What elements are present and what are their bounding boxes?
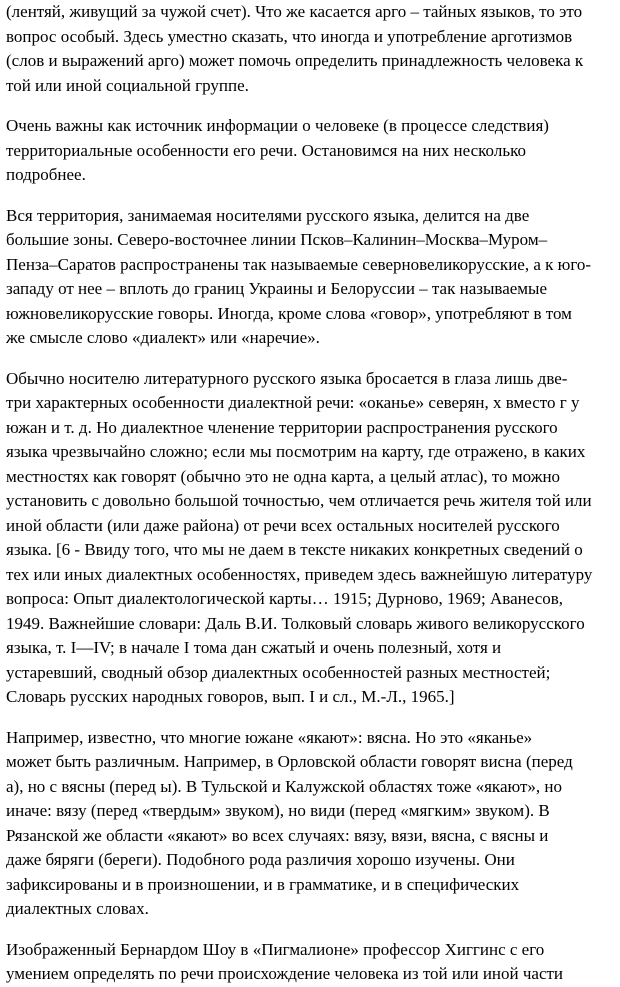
paragraph-territorial-speech: Очень важны как источник информации о человеке (в процессе следствия) территориальные особенности его речи. Остановимся на них несколько подробнее. [6,116,549,184]
paragraph-yakanye: Например, известно, что многие южане «якают»: вясна. Но это «яканье» может быть различным. Например, в Орловской области говорят висна (перед а), но с вясны (перед ы). В Тульской и Калужской областях тоже «якают», но иначе: вязу (перед «твердым» звуком), но види (перед «мягким» звуком). В Рязанской же области «якают» во всех случаях: вязу, вязи, вясна, с вясны и даже бяряги (береги). Подобного рода различия хорошо изучены. Они зафиксированы и в произношении, и в грамматике, и в специфических диалектных словах. [6,727,573,918]
paragraph-argo: (лентяй, живущий за чужой счет). Что же касается арго – тайных языков, то это вопрос особый. Здесь уместно сказать, что иногда и употребление арготизмов (слов и выражений арго) может помочь определить принадлежность человека к той или иной социальной группе. [6,2,584,95]
paragraph-dialect-features: Обычно носителю литературного русского языка бросается в глаза лишь две- три характерных особенности диалектной речи: «оканье» северян, х вместо г у южан и т. д. Но диалектное членение территории распространения русского языка чрезвычайно сложно; если мы посмотрим на карту, где отражено, в каких местностях как говорят (обычно это не одна карта, а целый атлас), то можно установить с довольно большой точностью, чем отличается речь жителя той или иной области (или даже района) от речи всех остальных носителей русского языка. [6 - Ввиду того, что мы не даем в тексте никаких конкретных сведений о тех или иных диалектных особенностях, приведем здесь важнейшую литературу вопроса: Опыт диалектологической карты… 1915; Дурново, 1969; Аванесов, 1949. Важнейшие словари: Даль В.И. Толковый словарь живого великорусского языка, т. I—IV; в начале I тома дан сжатый и очень полезный, хотя и устаревший, сводный обзор диалектных особенностей разных местностей; Словарь русских народных говоров, вып. I и сл., М.-Л., 1965.] [6,368,593,706]
paragraph-pygmalion: Изображенный Бернардом Шоу в «Пигмалионе» профессор Хиггинс с его умением определять по речи происхождение человека из той или иной части [6,939,564,983]
paragraph-two-zones: Вся территория, занимаемая носителями русского языка, делится на две большие зоны. Северо-восточнее линии Псков–Калинин–Москва–Муром– Пенза–Саратов распространены так называемые северновеликорусские, а к юго- западу от нее – вплоть до границ Украины и Белоруссии – так называемые южновеликорусские говоры. Иногда, кроме слова «говор», употребляют в том же смысле слово «диалект» или «наречие». [6,205,592,347]
